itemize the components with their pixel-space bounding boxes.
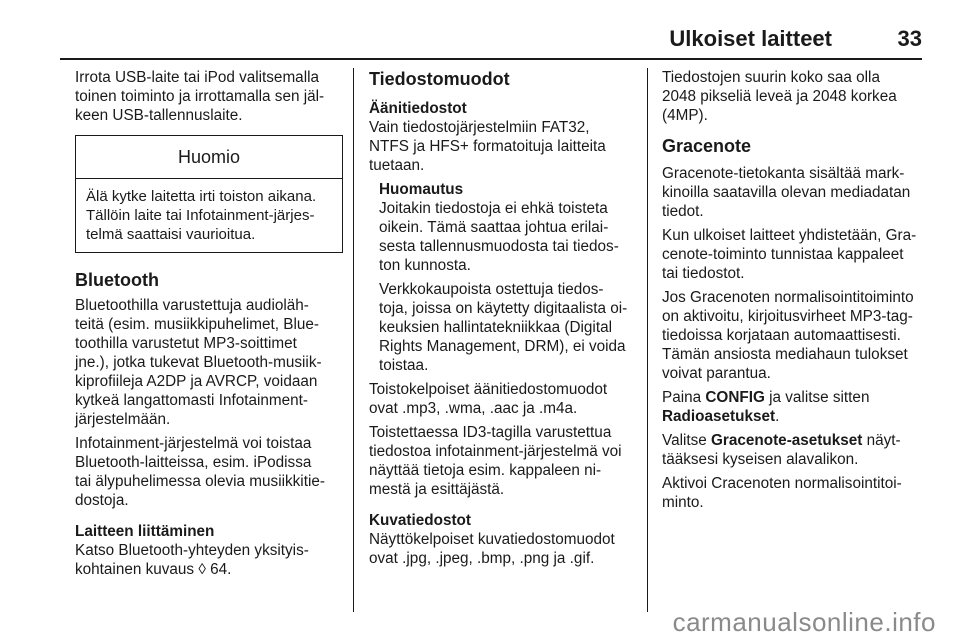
column-3 (662, 68, 928, 517)
normalization-paragraph: Aktivoi Cracenoten normalisointitoi- minto. (662, 475, 902, 511)
bluetooth-paragraph-2: Infotainment-järjestelmä voi toistaa Bluetooth-laitteissa, esim. iPodissa tai älypuhelimessa olevia musiikkitie- dostoja. (75, 435, 325, 509)
bluetooth-paragraph-1: Bluetoothilla varustettuja audioläh- teitä (esim. musiikkipuhelimet, Blue- toothilla varustetut MP3-soittimet jne.), jotka tukevat Bluetooth-musiik- kiprofiileja A2DP ja AVRCP, voidaan kytkeä langattomasti Infotainment- järjestelmään. (75, 297, 322, 428)
notice-title: Huomio (76, 136, 342, 179)
gracenote-paragraph-3: Jos Gracenoten normalisointitoiminto on aktivoitu, kirjoitusvirheet MP3-tag- tiedoissa korjataan automaattisesti. Tämän ansiosta mediahaun tulokset voivat parantua. (662, 289, 914, 382)
audio-paragraph: Vain tiedostojärjestelmiin FAT32, NTFS ja HFS+ formatoituja laitteita tuetaan. (369, 119, 606, 174)
connect-heading: Laitteen liittäminen (75, 523, 215, 540)
bluetooth-heading: Bluetooth (75, 270, 159, 290)
column-divider-2 (647, 68, 648, 612)
image-files-heading: Kuvatiedostot (369, 512, 471, 529)
column-2 (369, 68, 633, 573)
image-paragraph: Näyttökelpoiset kuvatiedostomuodot ovat .jpg, .jpeg, .bmp, .png ja .gif. (369, 531, 615, 567)
watermark: carmanualsonline.info (672, 607, 936, 637)
note-paragraph-1: Joitakin tiedostoja ei ehkä toisteta oikein. Tämä saattaa johtua erilai- sesta tallennusmuodosta tai tiedos- ton kunnosta. (379, 200, 619, 274)
size-paragraph: Tiedostojen suurin koko saa olla 2048 pikseliä leveä ja 2048 korkea (4MP). (662, 69, 897, 124)
notice-box (75, 135, 343, 253)
audio-files-heading: Äänitiedostot (369, 100, 467, 117)
notice-body: Älä kytke laitetta irti toiston aikana. Tällöin laite tai Infotainment-järjes- telmä saattaisi vaurioitua. (86, 188, 317, 243)
page-number: 33 (897, 26, 922, 51)
formats-paragraph: Toistokelpoiset äänitiedostomuodot ovat .mp3, .wma, .aac ja .m4a. (369, 381, 608, 417)
note-block (369, 180, 633, 375)
gracenote-settings-label: Gracenote-asetukset (711, 432, 863, 449)
column-divider-1 (353, 68, 354, 612)
radio-settings-label: Radioasetukset (662, 408, 776, 425)
note-paragraph-2: Verkkokaupoista ostettuja tiedos- toja, joissa on käytetty digitaalista oi- keuksien hallintatekniikkaa (Digital Rights Management, DRM), ei voida toistaa. (379, 281, 628, 374)
config-button-label: CONFIG (705, 389, 765, 406)
page-header (60, 26, 922, 56)
gracenote-heading: Gracenote (662, 136, 752, 156)
gracenote-settings-paragraph: Valitse Gracenote-asetukset näyt- tääksesi kyseisen alavalikon. (662, 432, 901, 468)
column-1 (75, 68, 343, 584)
gracenote-paragraph-1: Gracenote-tietokanta sisältää mark- kinoilla saatavilla olevan mediadatan tiedot. (662, 165, 911, 220)
page-title: Ulkoiset laitteet (669, 26, 832, 51)
intro-paragraph: Irrota USB-laite tai iPod valitsemalla toinen toiminto ja irrottamalla sen jäl- keen USB-tallennuslaite. (75, 69, 325, 124)
gracenote-paragraph-2: Kun ulkoiset laitteet yhdistetään, Gra- cenote-toiminto tunnistaa kappaleet tai tiedostot. (662, 227, 917, 282)
page-reference-link[interactable]: 64. (210, 561, 232, 578)
header-rule (60, 58, 922, 60)
page-reference-icon: ◊ (198, 561, 206, 578)
connect-paragraph: Katso Bluetooth-yhteyden yksityis- kohtainen kuvaus ◊ 64. (75, 542, 309, 578)
note-heading: Huomautus (379, 181, 464, 198)
config-paragraph: Paina CONFIG ja valitse sitten Radioasetukset. (662, 389, 870, 425)
file-formats-heading: Tiedostomuodot (369, 69, 510, 89)
id3-paragraph: Toistettaessa ID3-tagilla varustettua tiedostoa infotainment-järjestelmä voi näyttää tietoja esim. kappaleen ni- mestä ja esittäjästä. (369, 424, 622, 498)
